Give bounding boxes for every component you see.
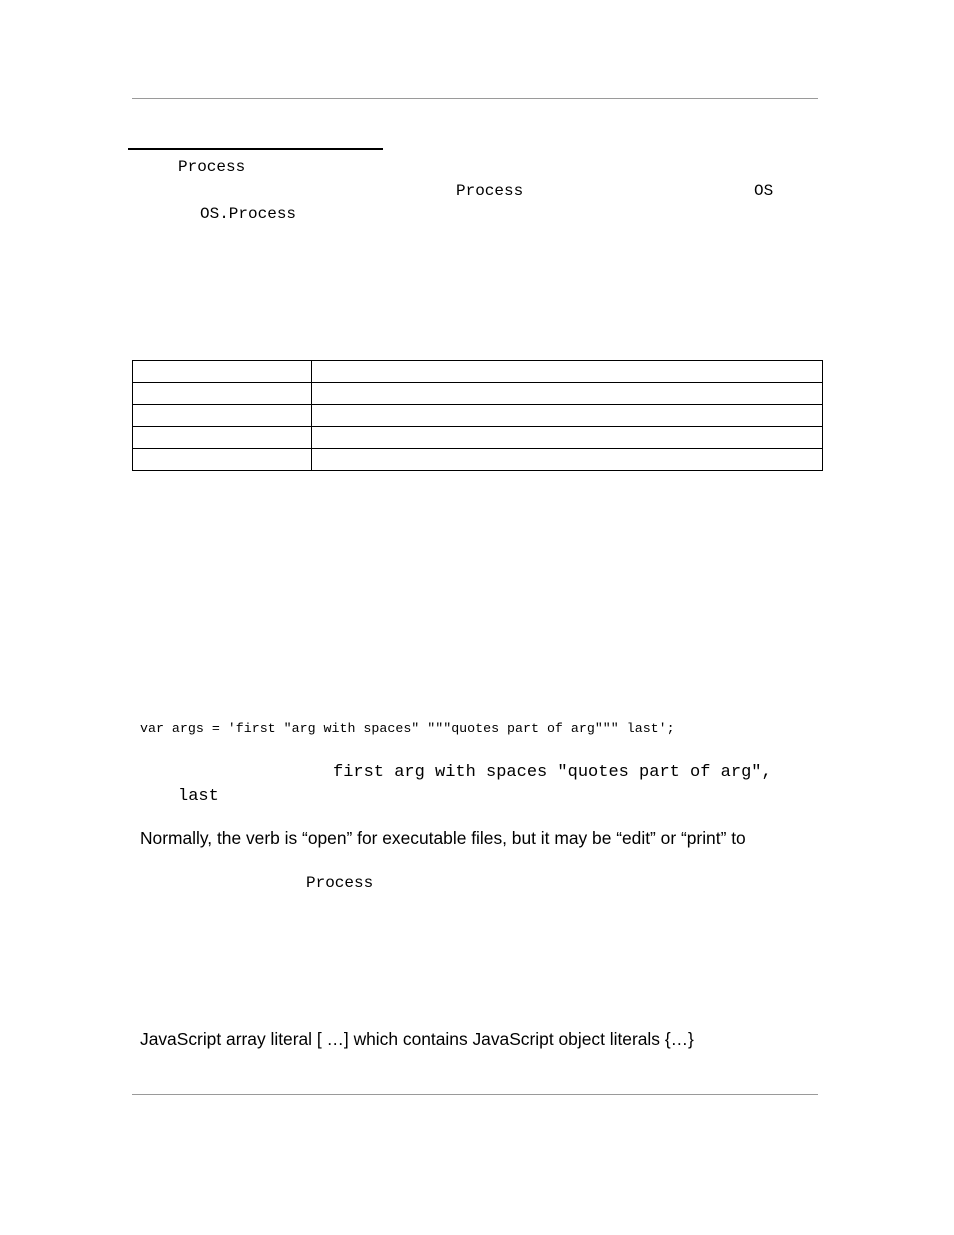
table-row <box>133 383 823 405</box>
section-heading-underline <box>128 148 383 150</box>
table-cell <box>133 383 312 405</box>
table-cell <box>312 427 823 449</box>
code-process-2: Process <box>456 182 524 200</box>
table-cell <box>312 361 823 383</box>
code-os: OS <box>754 182 774 200</box>
table-row <box>133 427 823 449</box>
header-rule <box>132 98 818 99</box>
table-cell <box>312 449 823 471</box>
table-cell <box>133 405 312 427</box>
code-result-line-2: last <box>178 787 219 806</box>
code-result-line-1: first arg with spaces "quotes part of arg", <box>333 763 772 782</box>
code-process-1: Process <box>178 158 246 176</box>
table-row <box>133 405 823 427</box>
code-example-args: var args = 'first "arg with spaces" """quotes part of arg""" last'; <box>140 721 675 736</box>
table-cell <box>133 449 312 471</box>
table-cell <box>312 405 823 427</box>
table-row <box>133 361 823 383</box>
paragraph-verb: Normally, the verb is “open” for executable files, but it may be “edit” or “print” to <box>140 828 746 848</box>
table-cell <box>133 427 312 449</box>
code-process-3: Process <box>306 874 374 892</box>
table-cell <box>133 361 312 383</box>
table-row <box>133 449 823 471</box>
code-os-process: OS.Process <box>200 205 297 223</box>
table-cell <box>312 383 823 405</box>
property-table <box>132 360 823 471</box>
footer-rule <box>132 1094 818 1095</box>
paragraph-array-literal: JavaScript array literal [ …] which contains JavaScript object literals {…} <box>140 1029 694 1049</box>
